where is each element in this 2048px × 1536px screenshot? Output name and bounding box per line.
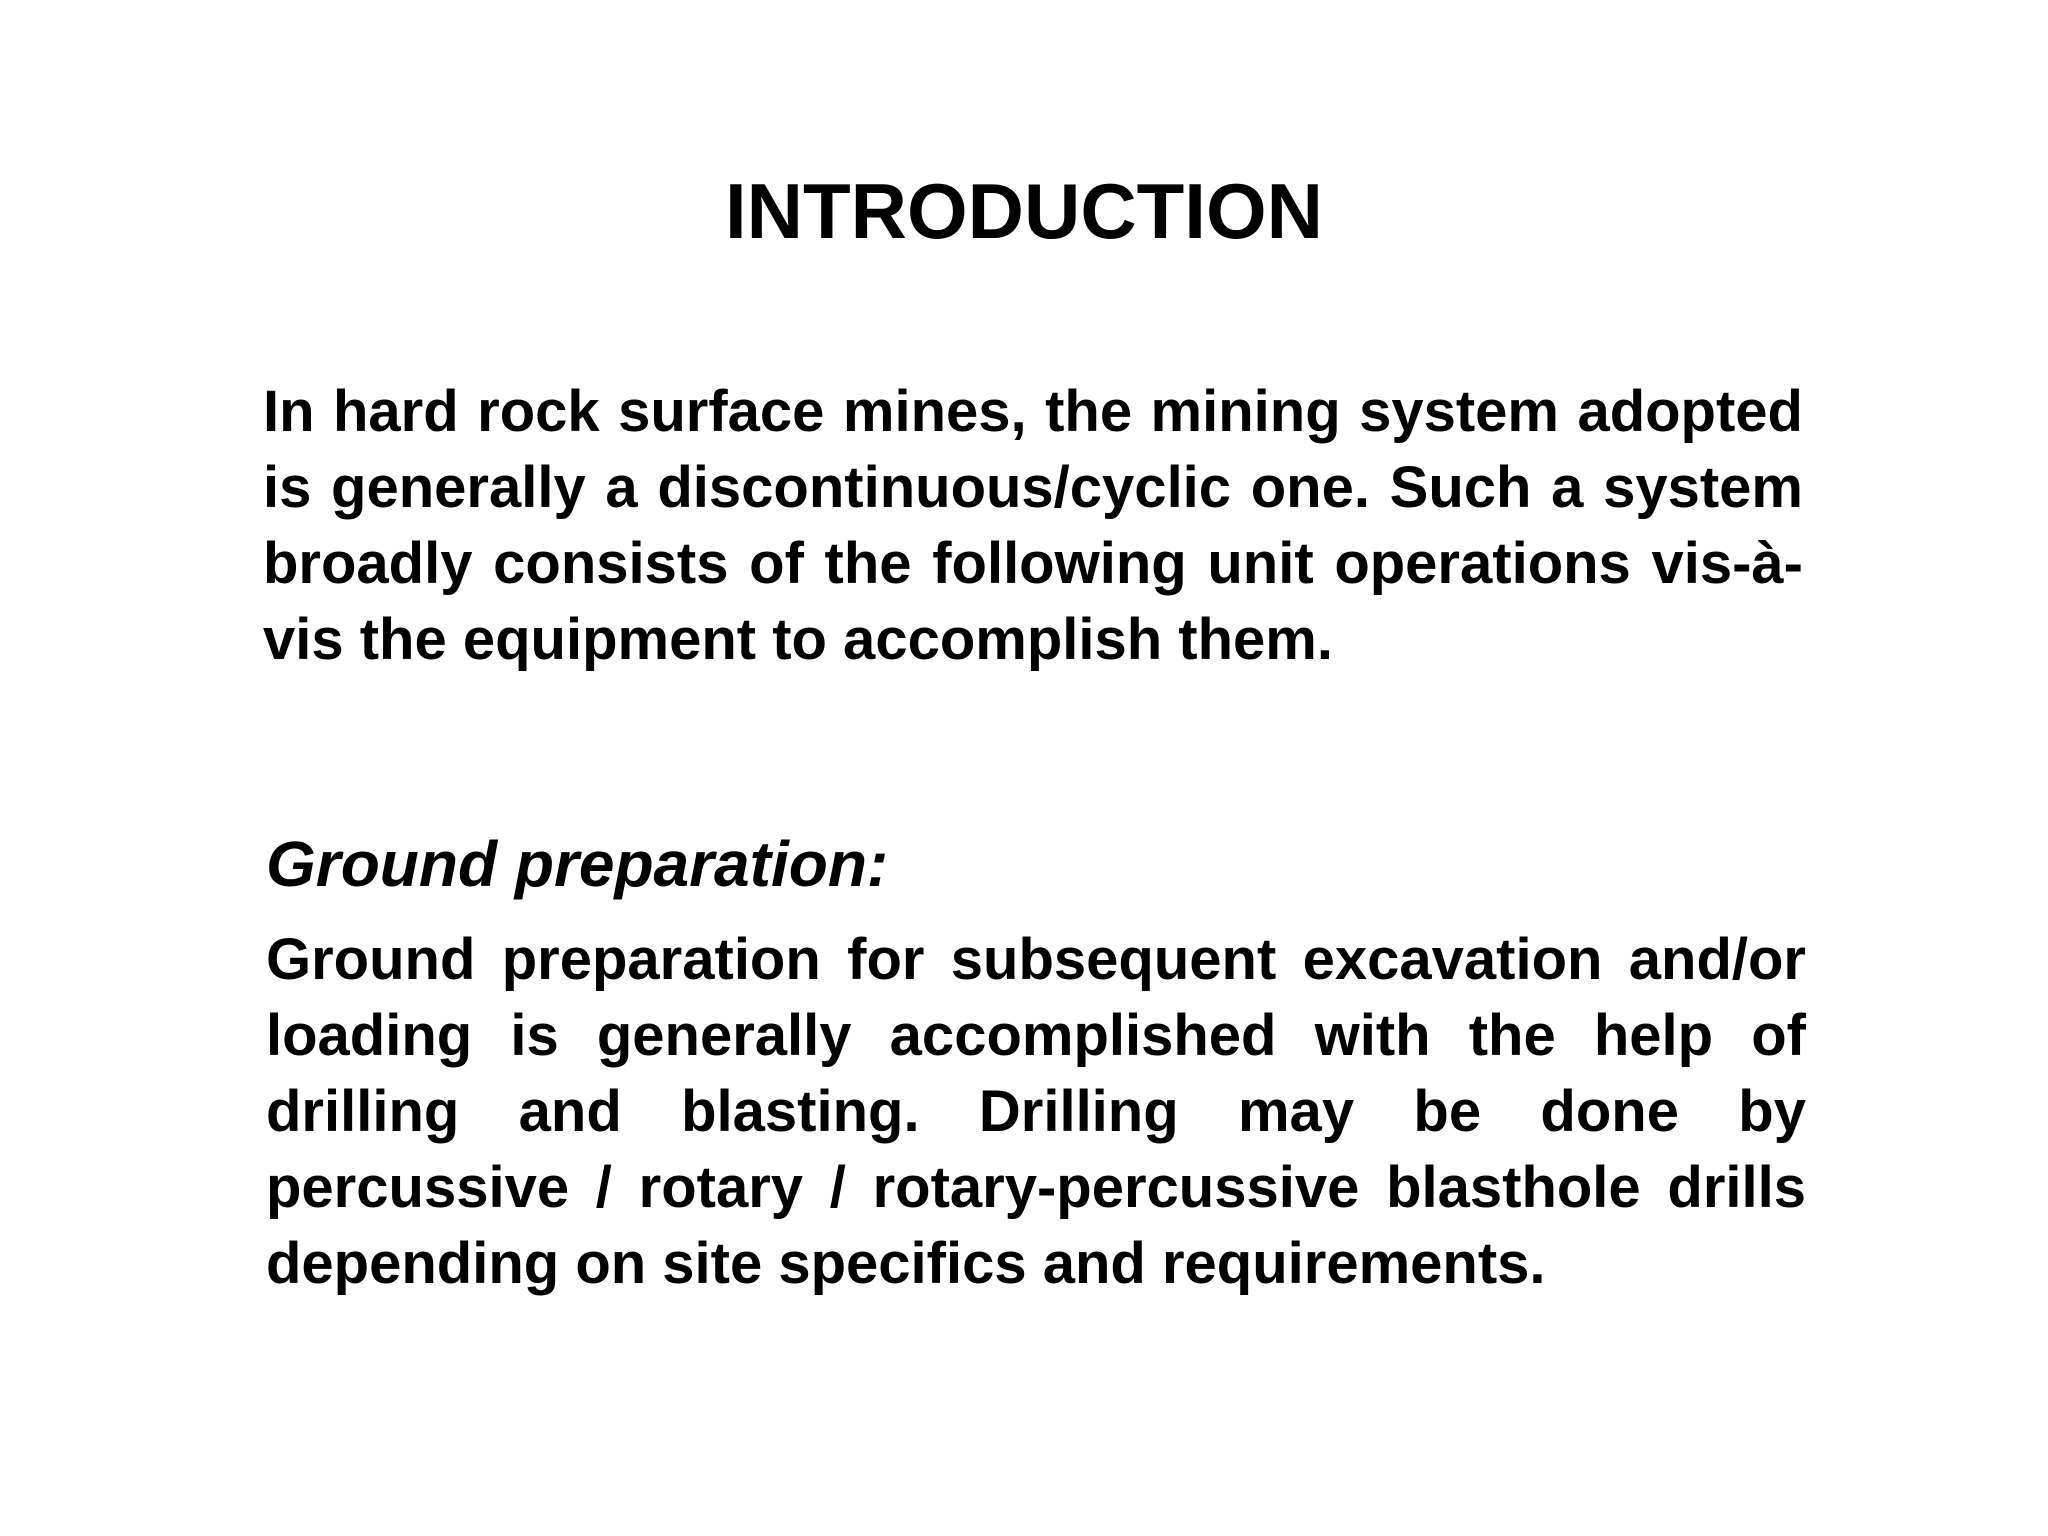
page-title: INTRODUCTION — [725, 167, 1323, 255]
section-paragraph: Ground preparation for subsequent excavation and/or loading is generally accomplished with the help of drilling and blasting. Drilling may be done by percussive / rotary / rotary-percussive blasthole drills depending on site specifics and requirements. — [266, 927, 1806, 1296]
intro-paragraph: In hard rock surface mines, the mining system adopted is generally a discontinuous/cyclic one. Such a system broadly consists of the following unit operations vis-à-vis the equipment to accomplish them. — [263, 379, 1803, 672]
section-heading: Ground preparation: — [266, 828, 889, 900]
